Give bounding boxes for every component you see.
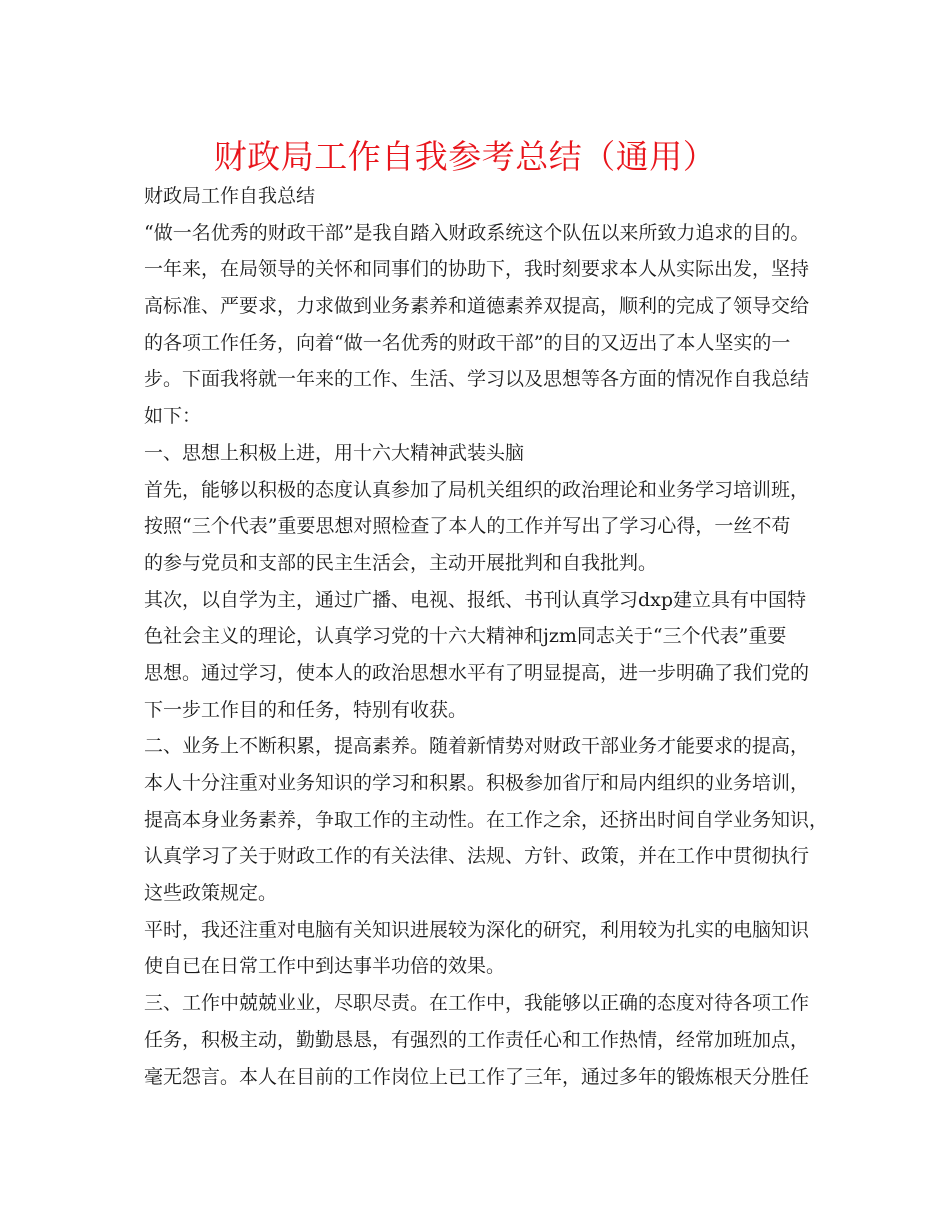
section-heading-1: 一、思想上积极上进，用十六大精神武装头脑 [144, 441, 525, 464]
document-title: 财政局工作自我参考总结（通用） [213, 137, 717, 176]
body-line: 使自已在日常工作中到达事半功倍的效果。 [144, 955, 506, 978]
body-line: 高标准、严要求，力求做到业务素养和道德素养双提高，顺利的完成了领导交给 [144, 295, 810, 318]
body-line: 思想。通过学习，使本人的政治思想水平有了明显提高，进一步明确了我们党的 [144, 661, 810, 684]
body-line: 步。下面我将就一年来的工作、生活、学习以及思想等各方面的情况作自我总结 [144, 368, 810, 391]
body-line: 的各项工作任务，向着“做一名优秀的财政干部”的目的又迈出了本人坚实的一 [144, 331, 791, 354]
section-heading-3: 三、工作中兢兢业业，尽职尽责。在工作中，我能够以正确的态度对待各项工作 [144, 992, 810, 1015]
body-line: 提高本身业务素养，争取工作的主动性。在工作之余，还挤出时间自学业务知识， [144, 808, 829, 831]
body-line: 本人十分注重对业务知识的学习和积累。积极参加省厅和局内组织的业务培训， [144, 772, 810, 794]
body-line: 其次，以自学为主，通过广播、电视、报纸、书刊认真学习dxp建立具有中国特 [144, 588, 807, 611]
body-line: 色社会主义的理论，认真学习党的十六大精神和jzm同志关于“三个代表”重要 [144, 625, 787, 648]
body-line: 一年来，在局领导的关怀和同事们的协助下，我时刻要求本人从实际出发，坚持 [144, 258, 810, 281]
body-line: 任务，积极主动，勤勤恳恳，有强烈的工作责任心和工作热情，经常加班加点， [144, 1028, 810, 1051]
body-line: “做一名优秀的财政干部”是我自踏入财政系统这个队伍以来所致力追求的目的。 [144, 221, 810, 244]
body-line: 首先，能够以积极的态度认真参加了局机关组织的政治理论和业务学习培训班， [144, 478, 810, 501]
body-line: 这些政策规定。 [144, 882, 278, 905]
body-line: 认真学习了关于财政工作的有关法律、法规、方针、政策，并在工作中贯彻执行 [144, 845, 810, 868]
subtitle-line: 财政局工作自我总结 [144, 185, 316, 207]
body-line: 如下： [144, 405, 202, 428]
document-body [144, 178, 834, 1095]
body-line: 毫无怨言。本人在目前的工作岗位上已工作了三年，通过多年的锻炼根天分胜任 [144, 1065, 810, 1088]
body-line: 的参与党员和支部的民主生活会，主动开展批判和自我批判。 [144, 551, 658, 574]
body-line: 平时，我还注重对电脑有关知识进展较为深化的研究，利用较为扎实的电脑知识 [144, 918, 810, 941]
body-line: 按照“三个代表”重要思想对照检查了本人的工作并写出了学习心得，一丝不苟 [144, 515, 791, 538]
section-heading-2: 二、业务上不断积累，提高素养。随着新情势对财政干部业务才能要求的提高， [144, 735, 810, 758]
body-line: 下一步工作目的和任务，特别有收获。 [144, 698, 468, 721]
